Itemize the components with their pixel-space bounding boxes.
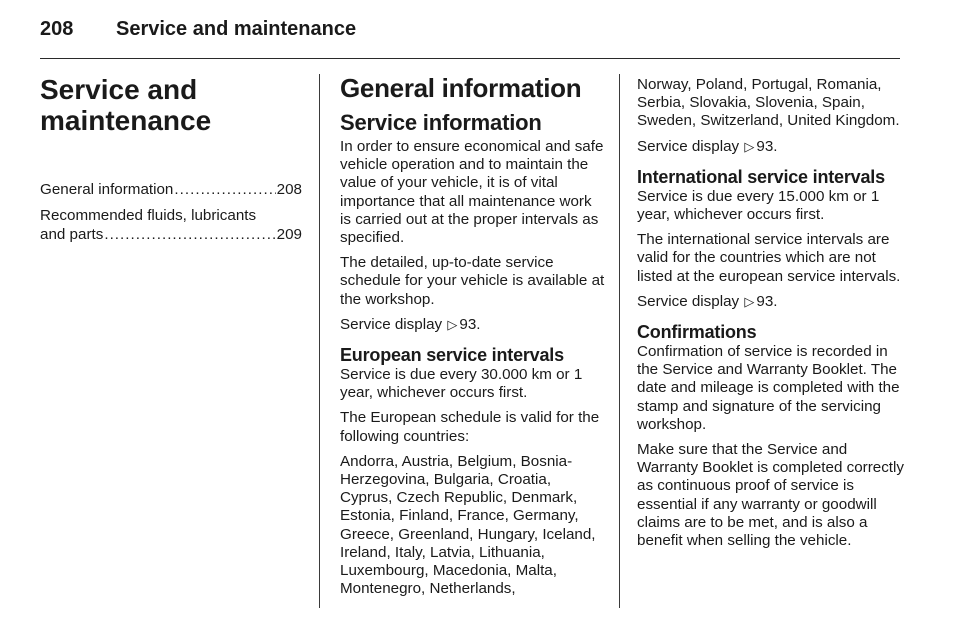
section-title: General information — [340, 73, 582, 103]
paragraph: Service is due every 15.000 km or 1 year, whichever occurs first. — [637, 187, 880, 224]
paragraph: Norway, Poland, Portugal, Romania, Serbia, Slovakia, Slovenia, Spain, Sweden, Switzerland, United Kingdom. — [637, 76, 900, 130]
triangle-arrow-right-icon: ▷ — [447, 316, 458, 332]
toc-entry-title: General information — [40, 181, 174, 198]
cross-reference[interactable] — [637, 293, 907, 311]
cross-reference-page: 93. — [756, 137, 778, 155]
paragraph: The European schedule is valid for the following countries: — [340, 409, 600, 445]
subsection-title: Service information — [340, 110, 542, 135]
table-of-contents — [40, 180, 302, 244]
column-divider-2 — [619, 74, 620, 608]
paragraph: Confirmation of service is recorded in the Service and Warranty Booklet. The date and mileage is completed with the stamp and signature of the servicing workshop. — [637, 343, 900, 433]
column-3 — [637, 76, 907, 557]
chapter-title: Service and maintenance — [40, 74, 212, 136]
toc-entry-recommended-fluids[interactable] — [40, 206, 302, 244]
cross-reference-label: Service display — [340, 315, 443, 333]
paragraph: Make sure that the Service and Warranty Booklet is completed correctly as continuous proof of service is essential if any warranty or goodwill claims are to be met, and is also a benefit when selling the vehicle. — [637, 441, 904, 550]
paragraph: Andorra, Austria, Belgium, Bosnia-Herzegovina, Bulgaria, Croatia, Cyprus, Czech Republic, Denmark, Estonia, Finland, France, Germany, Greece, Greenland, Hungary, Iceland, Ireland, Italy, Latvia, Lithuania, Luxembourg, Macedonia, Malta, Montenegro, Netherlands, — [340, 452, 596, 598]
page-number: 208 — [40, 18, 74, 40]
confirmations-title: Confirmations — [637, 322, 757, 343]
cross-reference-label: Service display — [637, 292, 740, 310]
toc-line — [40, 180, 302, 199]
column-divider-1 — [319, 74, 320, 608]
toc-line — [40, 225, 302, 244]
paragraph: Service is due every 30.000 km or 1 year, whichever occurs first. — [340, 366, 583, 402]
cross-reference-page: 93. — [756, 292, 778, 310]
cross-reference-label: Service display — [637, 137, 740, 155]
cross-reference-page: 93. — [459, 315, 481, 333]
toc-leader-dots — [104, 225, 275, 244]
column-2 — [340, 72, 606, 605]
paragraph: In order to ensure economical and safe vehicle operation and to maintain the value of your vehicle, it is of vital importance that all maintenance work is carried out at the proper intervals as specified. — [340, 138, 604, 247]
running-title: Service and maintenance — [116, 18, 357, 40]
toc-entry-page: 208 — [276, 181, 302, 198]
paragraph: The international service intervals are valid for the countries which are not listed at the european service intervals. — [637, 231, 901, 285]
toc-entry-general-information[interactable] — [40, 180, 302, 199]
paragraph: The detailed, up-to-date service schedule for your vehicle is available at the workshop. — [340, 254, 605, 308]
toc-entry-title-continued: and parts — [40, 226, 104, 243]
cross-reference[interactable] — [340, 316, 606, 334]
toc-entry-page: 209 — [276, 226, 302, 243]
toc-leader-dots — [174, 180, 275, 199]
triangle-arrow-right-icon: ▷ — [744, 293, 755, 309]
column-1 — [40, 72, 302, 251]
cross-reference[interactable] — [637, 138, 907, 156]
triangle-arrow-right-icon: ▷ — [744, 138, 755, 154]
header-rule — [40, 58, 900, 59]
international-intervals-title: International service intervals — [637, 166, 885, 187]
european-intervals-title: European service intervals — [340, 345, 564, 366]
toc-entry-title: Recommended fluids, lubricants — [40, 207, 257, 224]
